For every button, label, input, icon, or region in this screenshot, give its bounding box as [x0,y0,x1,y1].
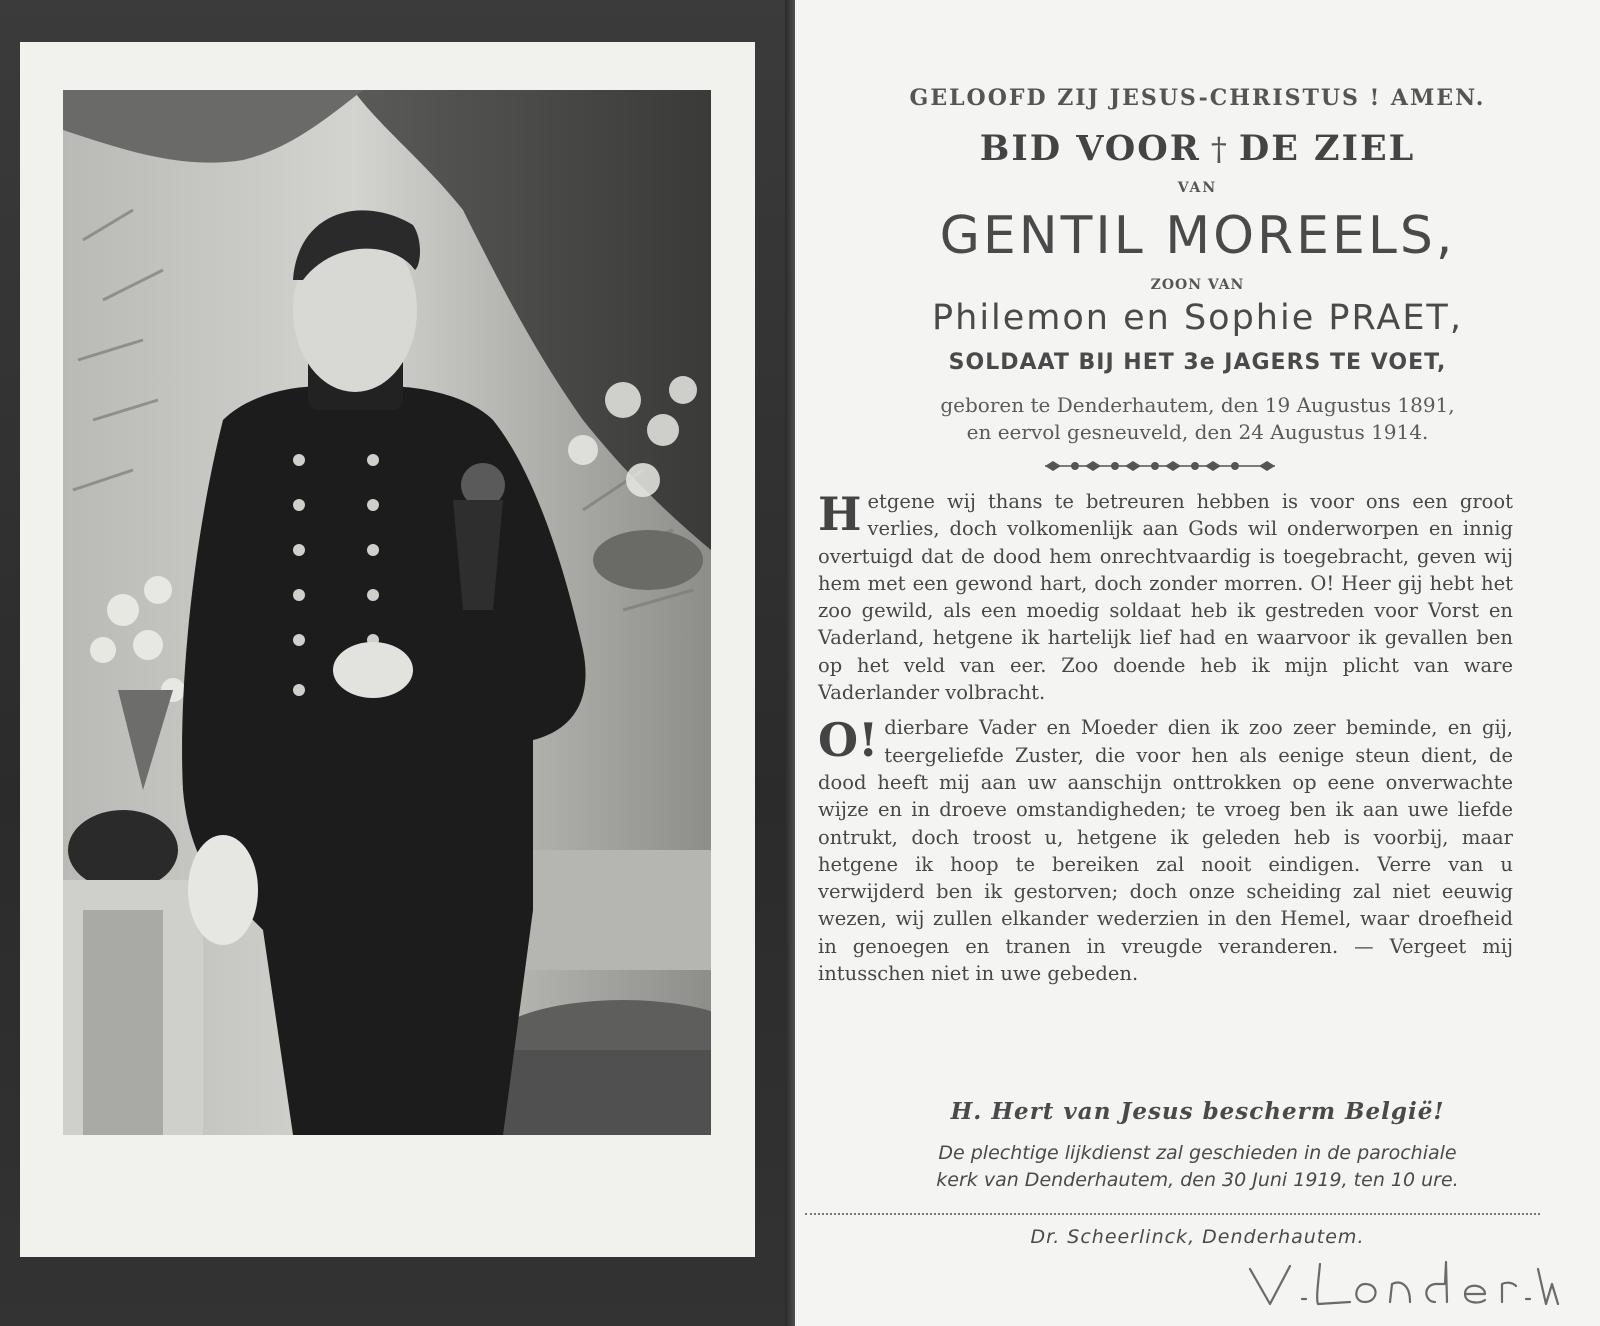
ornament-divider-icon [1045,458,1275,474]
van-label: VAN [1177,180,1218,196]
dotted-rule [805,1213,1540,1215]
death-text: en eervol gesneuveld, den 24 Augustus 1914. [966,420,1429,444]
invocation: H. Hert van Jesus bescherm België! [950,1098,1445,1125]
portrait-photograph [63,90,711,1135]
drop-cap-h: H [818,487,862,541]
prayer-heading [795,128,1600,169]
cross-icon: † [1210,130,1229,168]
printer-credit: Dr. Scheerlinck, Denderhautem. [1030,1226,1365,1248]
drop-cap-o: O! [818,713,879,768]
memorial-text [818,488,1513,987]
paragraph-1-text: etgene wij thans te betreuren hebben is voor ons een groot verlies, doch volkomenlijk aan Gods wil onderworpen en innig overtuigd dat de dood hem onrechtvaardig is toegebracht, geven wij hem met een gewond hart, doch zonder morren. O! Heer gij hebt het zoo gewild, als een moedig soldaat heb ik gestreden voor Vorst en Vaderland, hetgene ik hartelijk lief had en waarvoor ik gevallen ben op het veld van eer. Zoo doende heb ik mijn plicht van ware Vaderlander volbracht. [818,490,1513,705]
life-dates [795,392,1600,446]
parents-names: Philemon en Sophie PRAET, [932,298,1463,338]
paragraph-2 [818,714,1513,987]
deceased-name: GENTIL MOREELS, [939,206,1456,266]
paragraph-1 [818,488,1513,706]
photo-panel [0,0,795,1326]
acclamation: GELOOFD ZIJ JESUS-CHRISTUS ! AMEN. [909,85,1486,111]
funeral-notice-line-1: De plechtige lijkdienst zal geschieden in de parochiale [938,1142,1457,1164]
son-of-label: ZOON VAN [1150,277,1245,293]
birth-text: geboren te Denderhautem, den 19 Augustus 1891, [940,393,1455,417]
handwritten-signature [1240,1244,1560,1314]
photo-mount [20,42,755,1257]
military-rank: SOLDAAT BIJ HET 3e JAGERS TE VOET, [948,350,1447,375]
prayer-heading-left: BID VOOR [979,128,1201,169]
funeral-notice [795,1140,1600,1194]
text-panel [795,0,1600,1326]
soldier-portrait-image [63,90,711,1135]
funeral-notice-line-2: kerk van Denderhautem, den 30 Juni 1919, ten 10 ure. [936,1169,1459,1191]
prayer-heading-right: DE ZIEL [1238,128,1416,169]
paragraph-2-text: dierbare Vader en Moeder dien ik zoo zeer beminde, en gij, teergeliefde Zuster, die voor hen als eenige steun dient, de dood heeft mij aan uw aanschijn onttrokken op eene onverwachte wijze en in droeve omstandigheden; te vroeg ben ik aan uwe liefde ontrukt, doch troost u, hetgene ik geleden heb is voorbij, maar hetgene ik hoop te bereiken zal nooit eindigen. Verre van u verwijderd ben ik gestorven; doch onze scheiding zal niet eeuwig wezen, wij zullen elkander wederzien in den Hemel, waar droefheid in genoegen en tranen in vreugde veranderen. — Vergeet mij intusschen niet in uwe gebeden. [818,716,1513,986]
